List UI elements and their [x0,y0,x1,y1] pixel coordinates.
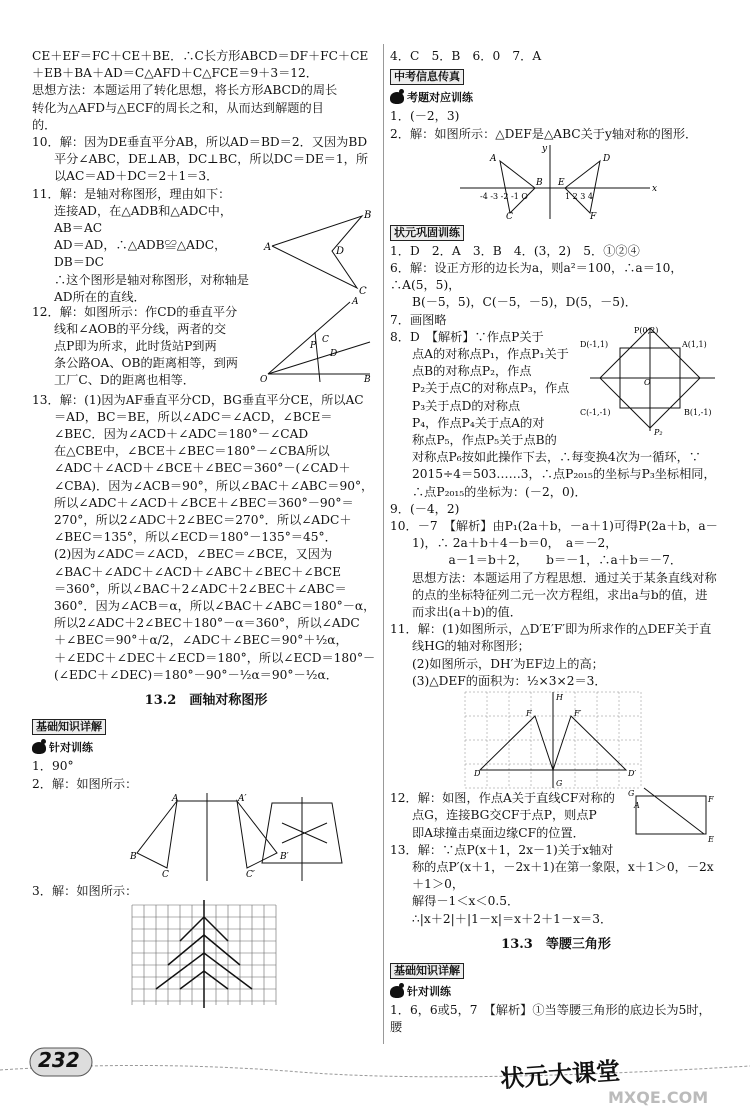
text-line: 转化为△AFD与△ECF的周长之和，从而达到解题的目 [32,100,324,115]
text-line: (∠EDC＋∠DEC)＝180°－90°－½α＝90°－½α． [54,667,338,682]
section-box-heading: 状元巩固训练 [390,225,464,241]
svg-text:D: D [603,153,611,164]
text-line: P₂关于点C的对称点P₃，作点 [412,381,570,396]
text-line: CE＋EF＝FC＋CE＋BE．∴C长方形ABCD＝DF＋FC＋CE [32,49,369,63]
svg-text:D′: D′ [628,769,637,779]
figure-q12 [260,294,375,384]
text-line: 360°．因为∠ACB＝α，所以∠BAC＋∠ABC＝180°－α， [54,599,376,614]
figure-q11-grid [390,690,720,790]
text-line: 所以2∠ADC＋2∠BEC＋180°－α＝360°，所以∠ADC [54,616,360,631]
figure-a3 [32,900,372,1010]
svg-text:F: F [526,709,532,719]
column-divider [383,44,384,1044]
svg-text:A: A [490,153,497,164]
subheading: 针对训练 [32,739,380,756]
svg-text:A: A [352,296,359,307]
mascot-icon [390,986,404,998]
text-line: 点A的对称点P₁，作点P₁关于 [412,347,569,362]
text-line: 而求出(a＋b)的值． [412,605,522,620]
svg-text:F′: F′ [574,709,582,719]
svg-text:G: G [556,779,563,789]
svg-text:y: y [542,143,548,154]
svg-text:P₂: P₂ [654,427,663,435]
question-12: 12．解：如图所示：作CD的垂直平分 [32,304,238,319]
text-line: 10．－7 【解析】由P₁(2a＋b，－a＋1)可得P(2a＋b，a－ [390,519,718,534]
text-line: AB＝AC [54,221,103,236]
text-line: ∴点P₂₀₁₅的坐标为：(－2，0)． [412,484,587,499]
svg-text:D: D [474,769,481,779]
svg-text:B(1,-1): B(1,-1) [684,407,712,417]
svg-text:F: F [708,795,714,805]
svg-text:C(-1,-1): C(-1,-1) [580,407,611,417]
text-line: DB＝DC [54,255,105,270]
svg-text:B: B [536,177,543,188]
question-13: 13．解：(1)因为AF垂直平分CD，BG垂直平分CE，所以AC [32,392,364,407]
svg-text:A′: A′ [238,793,247,804]
text-line: 工厂C、D的距离也相等． [54,373,195,388]
answers-4-7: 4．C 5．B 6．0 7．A [390,49,542,63]
figure-q8 [580,323,720,435]
svg-text:D: D [336,245,345,257]
text-line: ＝AD，BC＝BE，所以∠ADC＝∠ACD，∠BCE＝ [54,409,333,424]
answer-2: 2．解：如图所示： [32,776,138,791]
svg-text:H: H [556,693,563,703]
text-line: 7．画图略 [390,312,447,327]
brand-logo: 状元大课堂 [499,1056,622,1094]
question-8-block [390,325,722,449]
text-line: 思想方法：本题运用了转化思想，将长方形ABCD的周长 [32,83,338,98]
question-11-block [32,186,380,304]
svg-text:E: E [558,177,565,188]
answer-1: 1．90° [32,759,74,774]
svg-text:G: G [628,789,635,799]
watermark: MXQE.COM [608,1088,709,1107]
svg-text:x: x [652,183,658,194]
svg-text:C: C [162,869,169,880]
svg-text:P(0,2): P(0,2) [634,325,659,335]
text-line: 以AC＝AD＋DC＝2＋1＝3． [54,169,219,184]
text-line: ∠BEC．因为∠ACD＋∠ADC＝180°－∠CAD [54,427,309,442]
text-line: ∠BEC＝135°，所以∠ECD＝180°－135°＝45°． [54,530,337,545]
figure-coordinate-triangles [390,143,720,221]
text-line: 思想方法：本题运用了方程思想．通过关于某条直线对称 [412,570,717,585]
text-line: 称的点P′(x＋1，－2x＋1)在第一象限，x＋1＞0，－2x＋1＞0， [412,859,714,892]
text-line: P₄，作点P₄关于点A的对 [412,415,545,430]
text-line: 1．6，6或5，7 【解析】①当等腰三角形的底边长为5时，腰 [390,1003,711,1035]
text-line: 线HG的轴对称图形； [412,639,530,654]
text-line: 平分∠ABC，DE⊥AB，DC⊥BC，所以DC＝DE＝1，所 [54,152,369,167]
text-line: ＋∠BEC＝90°＋α/2，∠ADC＋∠BEC＝90°＋½α， [54,633,348,648]
text-line: 连接AD，在△ADB和△ADC中， [54,203,233,218]
svg-text:F: F [590,211,597,221]
svg-text:P: P [310,340,317,351]
text-line: 12．解：如图，作点A关于直线CF对称的 [390,791,615,806]
svg-text:B′: B′ [280,851,289,862]
right-column [390,48,722,1037]
svg-text:A: A [172,793,179,804]
svg-text:B: B [364,374,371,384]
svg-text:B: B [130,851,137,862]
text-line: 所以∠ADC＋∠ACD＋∠BCE＋∠BEC＝360°－90°＝ [54,495,354,510]
svg-text:A(1,1): A(1,1) [682,339,707,349]
question-10: 10．解：因为DE垂直平分AB，所以AD＝BD＝2．又因为BD [32,135,368,150]
section-title-13-2: 13.2 画轴对称图形 [144,693,268,709]
page-number: 232 [38,1048,80,1072]
text-line: ＝360°，所以∠BAC＋2∠ADC＋2∠BEC＋∠ABC＝ [54,581,347,596]
text-line: ＋EB＋BA＋AD＝C△AFD＋C△FCE＝9＋3＝12． [32,66,318,81]
subheading: 针对训练 [390,983,722,1000]
mascot-icon [32,742,46,754]
text-line: 的． [32,117,57,132]
svg-text:D: D [330,348,338,359]
text-line: 1．(－2，3) [390,109,460,124]
text-line: 2．解：如图所示：△DEF是△ABC关于y轴对称的图形． [390,126,698,141]
text-line: AD所在的直线． [54,289,146,304]
text-line: 线和∠AOB的平分线，两者的交 [54,321,227,336]
figure-q12-table [626,784,721,844]
svg-text:D(-1,1): D(-1,1) [580,339,609,349]
svg-text:C: C [506,211,513,221]
left-column [32,48,380,1010]
svg-text:O: O [260,374,268,384]
text-line: 2015÷4＝503……3，∴点P₂₀₁₅的坐标与P₃坐标相同， [412,467,716,482]
section-box-heading: 中考信息传真 [390,69,464,85]
text-line: ∴|x＋2|＋|1－x|＝x＋2＋1－x＝3． [412,911,613,926]
text-line: ∴这个图形是轴对称图形，对称轴是 [54,272,249,287]
svg-text:C′: C′ [246,869,255,880]
text-line: (3)△DEF的面积为：½×3×2＝3． [412,673,607,688]
question-11: 11．解：是轴对称图形，理由如下： [32,186,231,201]
text-line: 在△CBE中，∠BCE＋∠BEC＝180°－∠CBA所以 [54,444,330,459]
text-line: ∠BAC＋∠ADC＋∠ACD＋∠ABC＋∠BEC＋∠BCE [54,564,341,579]
section-box-heading: 基础知识详解 [390,963,464,979]
text-line: ＋∠EDC＋∠DEC＋∠ECD＝180°，所以∠ECD＝180°－ [54,650,376,665]
figure-q11 [262,206,372,296]
text-line: 即A球撞击桌面边缘CF的位置． [412,825,585,840]
text-line: 13．解：∵点P(x＋1，2x－1)关于x轴对 [390,842,614,857]
svg-text:C: C [359,285,367,296]
subheading: 考题对应训练 [390,89,722,106]
svg-text:A: A [264,241,272,253]
text-line: 点P即为所求，此时货站P到两 [54,339,217,354]
text-line: 1．D 2．A 3．B 4．(3，2) 5．①②④ [390,243,640,258]
text-line: 点G，连接BG交CF于点P，则点P [412,808,597,823]
text-line: 条公路OA、OB的距离相等，到两 [54,356,238,371]
text-line: (2)如图所示，DH′为EF边上的高； [412,656,604,671]
text-line: 8．D 【解析】∵作点P关于 [390,329,544,344]
section-title-13-3: 13.3 等腰三角形 [501,936,611,952]
text-line: 称点P₅，作点P₅关于点B的 [412,433,557,448]
mascot-icon [390,92,404,104]
text-line: 9．(－4，2) [390,501,460,516]
text-line: B(－5，5)，C(－5，－5)，D(5，－5)． [412,295,637,310]
svg-text:C: C [322,334,329,345]
text-line: ∠CBA)．因为∠ACB＝90°，所以∠BAC＋∠ABC＝90°， [54,478,374,493]
text-line: (2)因为∠ADC＝∠ACD，∠BEC＝∠BCE，又因为 [54,547,333,562]
figure-a2 [32,793,372,883]
svg-text:A: A [634,801,640,811]
text-line: 点B的对称点P₂，作点 [412,364,532,379]
text-line: a－1＝b＋2， b＝－1，∴a＋b＝－7． [412,553,683,568]
text-line: AD＝AD，∴△ADB≌△ADC， [54,238,227,253]
text-line: 270°，所以2∠ADC＋2∠BEC＝270°．所以∠ADC＋ [54,513,352,528]
answer-3: 3．解：如图所示： [32,883,138,898]
text-line: 的点的坐标特征列二元一次方程组，求出a与b的值，进 [412,587,708,602]
text-line: ∠ADC＋∠ACD＋∠BCE＋∠BEC＝360°－(∠CAD＋ [54,461,351,476]
text-line: 11．解：(1)如图所示，△D′E′F′即为所求作的△DEF关于直 [390,622,712,637]
text-line: 6．解：设正方形的边长为a，则a²＝100，∴a＝10，∴A(5，5)， [390,261,683,293]
svg-text:B: B [364,209,372,221]
text-line: P₃关于点D的对称点 [412,398,521,413]
svg-text:-4 -3 -2 -1 O: -4 -3 -2 -1 O [480,191,528,201]
text-line: 1)，∴ 2a＋b＋4－b＝0， a＝－2， [412,536,618,551]
text-line: 解得－1＜x＜0.5． [412,894,520,909]
text-line: 对称点P₆按如此操作下去，∴每变换4次为一循环，∵ [412,450,701,465]
question-12-block [390,789,722,845]
svg-text:E: E [708,835,714,845]
svg-text:1 2 3 4: 1 2 3 4 [565,191,593,201]
section-box-heading: 基础知识详解 [32,719,106,735]
svg-text:O: O [644,377,651,387]
